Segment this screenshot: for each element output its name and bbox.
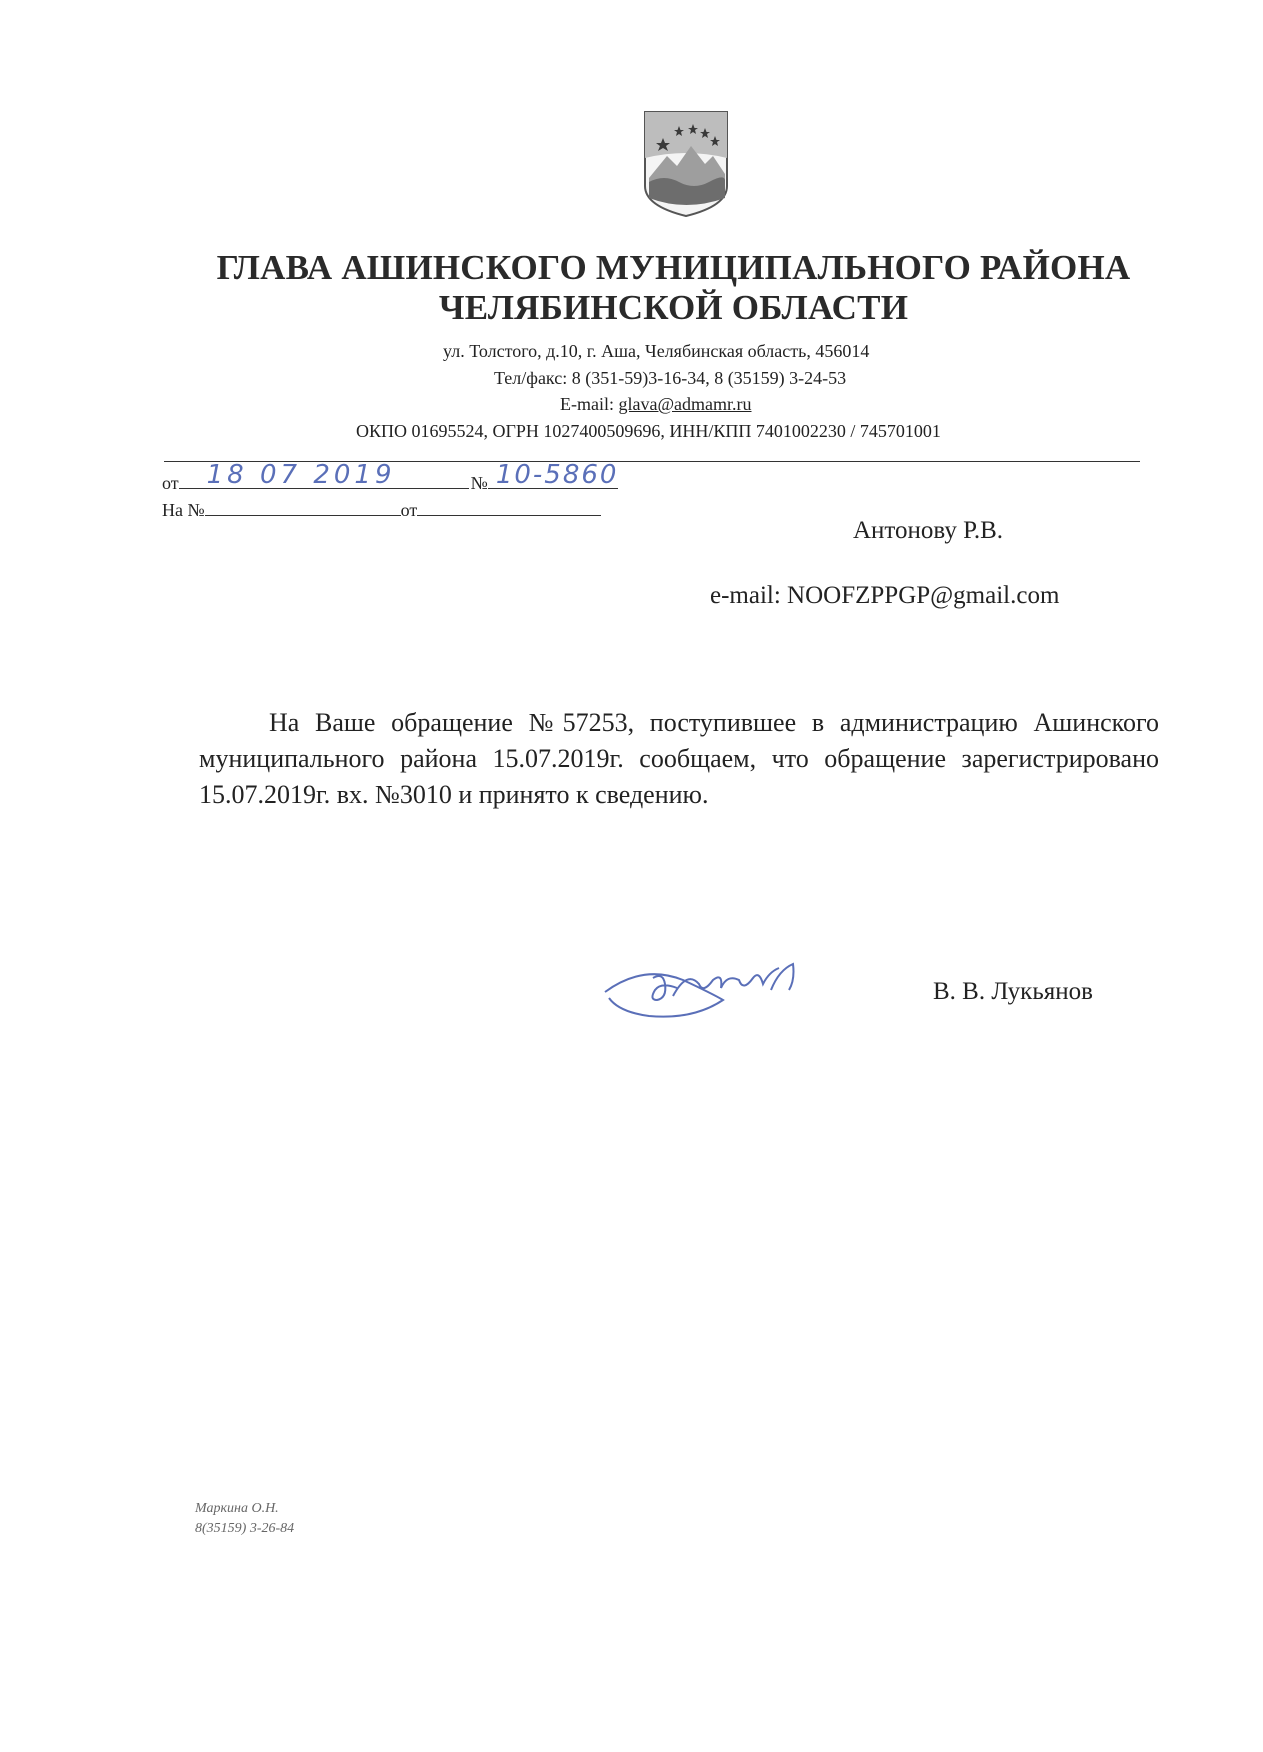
handwritten-signature	[603, 950, 853, 1030]
letter-body: На Ваше обращение №57253, поступившее в администрацию Ашинского муниципального района 15.07.2019г. сообщаем, что обращение зарегистрировано 15.07.2019г. вх. №3010 и принято к сведению.	[199, 708, 1159, 809]
date-label: от	[162, 473, 179, 493]
header-title-line2: ЧЕЛЯБИНСКОЙ ОБЛАСТИ	[438, 288, 909, 327]
org-phone: Тел/факс: 8 (351-59)3-16-34, 8 (35159) 3-24-53	[494, 368, 847, 388]
date-field	[179, 460, 469, 490]
org-address: ул. Толстого, д.10, г. Аша, Челябинская область, 456014	[443, 341, 870, 361]
reply-number-field	[205, 497, 401, 516]
number-label: №	[470, 473, 488, 493]
org-email-link[interactable]: glava@admamr.ru	[618, 394, 752, 414]
org-email-label: E-mail:	[560, 394, 619, 414]
handwritten-date: 18 07 2019	[206, 460, 396, 490]
org-registration-codes: ОКПО 01695524, ОГРН 1027400509696, ИНН/КПП 7401002230 / 745701001	[356, 421, 941, 441]
header-title-line1: ГЛАВА АШИНСКОГО МУНИЦИПАЛЬНОГО РАЙОНА	[216, 248, 1131, 287]
reply-reference-row	[162, 497, 601, 521]
recipient-name: Антонову Р.В.	[853, 517, 1004, 544]
org-email-line	[560, 394, 752, 415]
reply-date-label: от	[400, 500, 418, 520]
number-field	[488, 460, 619, 490]
reply-date-field	[417, 497, 601, 516]
handwritten-number: 10-5860	[495, 460, 619, 490]
outgoing-registration-row	[162, 460, 619, 494]
executor-name: Маркина О.Н.	[195, 1501, 279, 1516]
reply-number-label: На №	[162, 500, 205, 520]
executor-phone: 8(35159) 3-26-84	[195, 1521, 295, 1536]
recipient-email: e-mail: NOOFZPPGP@gmail.com	[710, 582, 1060, 609]
signer-name: В. В. Лукьянов	[933, 978, 1093, 1005]
coat-of-arms-emblem	[639, 108, 733, 220]
